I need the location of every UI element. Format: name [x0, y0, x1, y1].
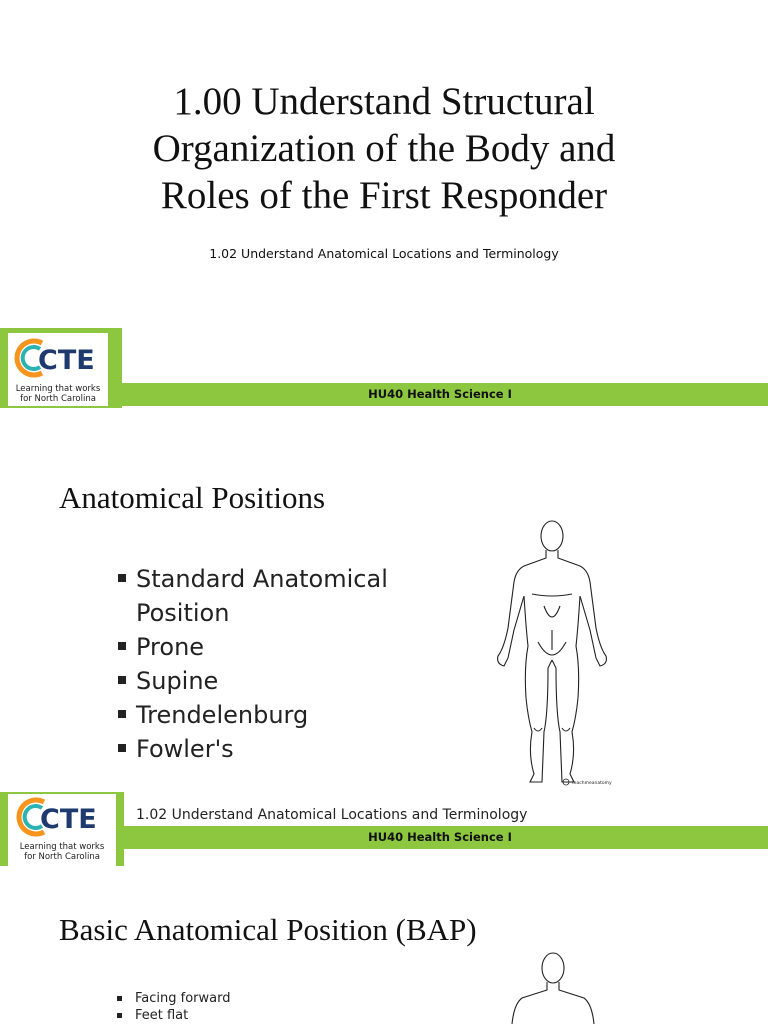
- cte-wordmark: CTE: [40, 804, 97, 835]
- list-item: Supine: [118, 664, 436, 698]
- course-label: HU40 Health Science I: [368, 387, 512, 401]
- list-item: Facing forward: [117, 990, 230, 1007]
- cte-logo: [0, 792, 124, 866]
- slide-gap: [0, 418, 768, 442]
- footer-title: 1.02 Understand Anatomical Locations and Terminology: [136, 807, 528, 823]
- figure-credit: teachmeanatomy: [572, 781, 612, 786]
- basic-anatomical-position-slide: [0, 890, 768, 1024]
- list-item: Prone: [118, 630, 436, 664]
- cte-tagline: Learning that works for North Carolina: [19, 842, 105, 862]
- list-item: Trendelenburg: [118, 698, 436, 732]
- human-body-figure: [500, 950, 610, 1024]
- slide-title: Basic Anatomical Position (BAP): [59, 912, 477, 947]
- anatomical-positions-slide: [0, 442, 768, 866]
- bap-list: [117, 990, 230, 1024]
- slide-gap: [0, 866, 768, 890]
- human-body-figure: [488, 518, 618, 788]
- list-item: Fowler's: [118, 732, 436, 766]
- positions-list: [118, 562, 436, 766]
- course-label: HU40 Health Science I: [368, 830, 512, 844]
- main-title: 1.00 Understand Structural Organization of the Body and Roles of the First Responder: [152, 80, 616, 217]
- cte-logo: [0, 328, 122, 408]
- list-item: Feet flat: [117, 1007, 230, 1024]
- slide-title: Anatomical Positions: [59, 480, 326, 515]
- cte-tagline: Learning that works for North Carolina: [15, 384, 101, 404]
- list-item: Standard Anatomical Position: [118, 562, 436, 630]
- main-subtitle: 1.02 Understand Anatomical Locations and Terminology: [209, 246, 559, 261]
- title-slide: [0, 0, 768, 418]
- cte-wordmark: CTE: [38, 345, 95, 376]
